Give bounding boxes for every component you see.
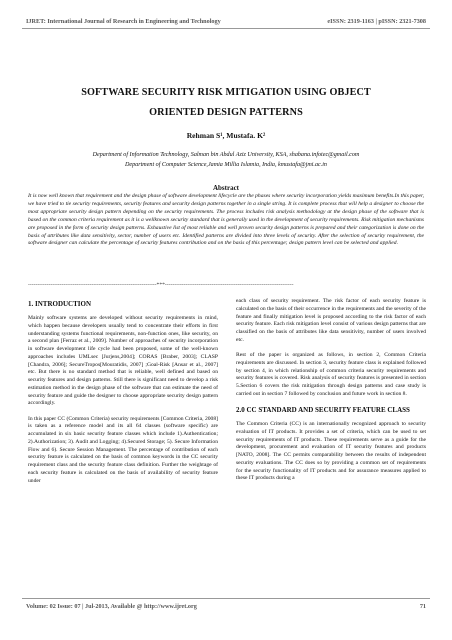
paragraph: Mainly software systems are developed without security requirements in mind, which happen because developers usually tend to concentrate their efforts in first understanding systems functional requirements, non-function ones, like security, on a second plan [Ferraz et al., 2009]. Number of approaches of security incorporation in software development life cycle had been proposed, some of the well-known approaches includes UMLsec [Jurjens,2004]; CORAS [Braber, 2003]; CLASP [Chandra, 2006]; SecureTropos[Mouratidis, 2007] ;Goal-Risk [Ansar et al., 2007] etc. But there is no standard method that is reliable, well defined and based on security features and design patterns. Still there is significant need to develop a risk estimation method in the design phase of the software that can estimate the need of security feature and guide the designer to choose appropriate security design pattern accordingly. (28, 315, 218, 407)
issn: eISSN: 2319-1163 | pISSN: 2321-7308 (327, 18, 426, 25)
paragraph: In this paper CC (Common Criteria) security requirements [Common Criteria, 2008] is taken as a reference model and its all 64 classes (software specific) are accumulated in six basic security feature classes which include 1).Authentication; 2).Authorization; 3). Audit and Logging; 4).Secured Storage; 5). Secure Information Flow and 6). Secure Session Management. The percentage of contribution of each security feature is calculated on the basis of common keywords in the CC security requirement class and the security feature class definition. Further the weightage of each security feature is calculated on the basis of availability of security feature under (28, 415, 218, 484)
authors: Rehman S¹, Mustafa. K² (186, 131, 266, 140)
paragraph: The Common Criteria (CC) is an internationally recognized approach to security evaluation of IT products. It provides a set of criteria, which can be used to set security requirements of IT products. These requirements serve as a guide for the development, procurement and evaluation of IT security features and products [NATO, 2008]. The CC permits comparability between the results of independent security evaluations. The CC does so by providing a common set of requirements for the security functionality of IT products and for assurance measures applied to these IT products during a (236, 421, 426, 482)
affiliations (20, 150, 432, 170)
section-heading: 1. INTRODUCTION (28, 300, 92, 308)
volume-info: Volume: 02 Issue: 07 | Jul-2013, Available @ http://www.ijret.org (26, 603, 197, 610)
header-rule (22, 28, 430, 29)
section-separator: ---------------------------------------------------------------------***--------------------------------------------------------------------- (28, 282, 294, 288)
running-footer (26, 603, 426, 610)
paper-title (20, 83, 432, 123)
affiliation-2: Department of Computer Science,Jamia Millia Islamia, India, kmustafa@jmi.ac.in (125, 162, 327, 168)
paragraph: Rest of the paper is organized as follows, in section 2, Common Criteria requirements are discussed. In section 3, security feature class is explained followed by section 4, in which relationship of common criteria security requirements and security features is covered. Risk analysis of security features is presented in section 5.Section 6 covers the risk mitigation through design patterns and case study is carried out in section 7 followed by conclusion and future work in section 8. (236, 352, 426, 397)
section-heading: 2.0 CC STANDARD AND SECURITY FEATURE CLASS (236, 406, 410, 414)
paragraph: each class of security requirement. The risk factor of each security feature is calculated on the basis of their occurrence in the requirements and the severity of the feature and finally mitigation level is proposed according to the risk factor of each security feature. Each risk mitigation level consist of various design patterns that are classified on the basis of attributes like data sensitivity, number of users involved etc. (236, 298, 426, 343)
title-line-2: ORIENTED DESIGN PATTERNS (149, 107, 303, 118)
affiliation-1: Department of Information Technology, Salman bin Abdul Aziz University, KSA, shabana.infotec@gmail.com (92, 152, 360, 158)
left-column (28, 298, 218, 493)
abstract-text: It is now well known that requirement and the design phase of software development lifecycle are the phases where security incorporation yields maximum benefits.In this paper, we have tried to tie security requirements, security features and security design patterns together in a single string. It is complete process that will help a designer to choose the most appropriate security design pattern depending on the security requirements. The process includes risk analysis methodology at the design phase of the software that is based on the common criteria requirement as it is a wellknown security standard that is generally used in the development of security requirements. Risk mitigation mechanisms are proposed in the form of security design patterns. Exhaustive list of most reliable and well proven security design patterns is prepared and their categorization is done on the basis of attributes like data sensitivity, sector, number of users etc. Identified patterns are divided into three levels of security. After the selection of security requirement, the software designer can calculate the percentage of security features contribution and on the basis of this percentage; design pattern level can be selected and applied. (28, 193, 424, 247)
title-line-1: SOFTWARE SECURITY RISK MITIGATION USING OBJECT (81, 87, 371, 98)
page-number: 71 (419, 603, 426, 610)
footer-rule (22, 598, 430, 599)
abstract-heading: Abstract (212, 184, 240, 192)
right-column (236, 298, 426, 491)
journal-name: IJRET: International Journal of Research in Engineering and Technology (26, 18, 221, 25)
running-header (26, 18, 426, 25)
